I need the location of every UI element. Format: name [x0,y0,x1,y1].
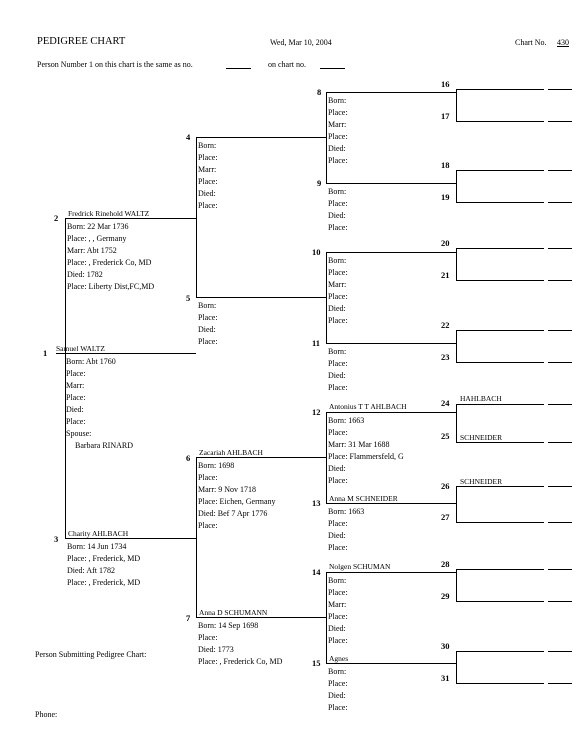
person-17-number: 17 [441,111,450,121]
person-5-number: 5 [186,293,191,303]
person-8-born: Born: [328,96,347,105]
person-7-place: Place: [198,633,218,642]
person-4-marr-place: Place: [198,177,218,186]
person-13-died: Died: [328,531,346,540]
person-5-born: Born: [198,301,217,310]
blank-17 [548,121,572,122]
person-17-line [456,121,544,122]
blank-19 [548,202,572,203]
person-6-place: Place: [198,473,218,482]
person-2-name: Fredrick Rinehold WALTZ [68,209,150,218]
bracket-3 [196,457,197,618]
person-16-line [456,89,544,90]
person-6-born: Born: 1698 [198,461,235,470]
person-19-line [456,202,544,203]
person-28-number: 28 [441,559,450,569]
person-21-number: 21 [441,270,450,280]
person-13-place: Place: [328,519,348,528]
person-8-place: Place: [328,108,348,117]
blank-29 [548,601,572,602]
person-3-line [65,538,196,539]
person-24-name: HAHLBACH [460,394,502,403]
bracket-2 [196,137,197,298]
person-13-died-place: Place: [328,543,348,552]
person-13-number: 13 [312,498,321,508]
person-7-died: Died: 1773 [198,645,234,654]
person-8-marr-place: Place: [328,132,348,141]
blank-21 [548,280,572,281]
person-14-died-place: Place: [328,636,348,645]
person-11-place: Place: [328,359,348,368]
person-2-number: 2 [54,213,59,223]
person-8-died: Died: [328,144,346,153]
person-6-marr-place: Place: Eichen, Germany [198,497,276,506]
person-2-died: Died: 1782 [67,270,103,279]
person-3-born: Born: 14 Jun 1734 [67,542,127,551]
person-30-line [456,651,544,652]
person-10-number: 10 [312,247,321,257]
person-4-died-place: Place: [198,201,218,210]
bracket-22-23 [456,330,457,362]
person-15-line [326,663,456,664]
person-27-number: 27 [441,512,450,522]
person-14-died: Died: [328,624,346,633]
person-26-name: SCHNEIDER [460,477,503,486]
person-4-born: Born: [198,141,217,150]
person-6-number: 6 [186,453,191,463]
person-26-line [456,486,544,487]
person-15-died-place: Place: [328,703,348,712]
person-1-number: 1 [43,348,48,358]
person-26-number: 26 [441,481,450,491]
bracket-20-21 [456,248,457,280]
bracket-6 [326,412,327,503]
chart-no-label: Chart No. [515,38,547,47]
blank-27 [548,522,572,523]
person-3-place: Place: , Frederick, MD [67,554,141,563]
page-title: PEDIGREE CHART [37,36,126,47]
person-28-line [456,569,544,570]
blank-16 [548,89,572,90]
blank-23 [548,362,572,363]
person-15-name: Agnes [329,654,349,663]
person-15-died: Died: [328,691,346,700]
person-13-born: Born: 1663 [328,507,365,516]
person-29-number: 29 [441,591,450,601]
person-4-place: Place: [198,153,218,162]
blank-22 [548,330,572,331]
person-5-died-place: Place: [198,337,218,346]
person-4-number: 4 [186,132,191,142]
person-22-number: 22 [441,320,450,330]
person-1-marr: Marr: [66,381,85,390]
person-4-marr: Marr: [198,165,217,174]
person-3-died-place: Place: , Frederick, MD [67,578,141,587]
person-8-line [326,92,456,93]
person-10-died-place: Place: [328,316,348,325]
person-3-died: Died: Aft 1782 [67,566,115,575]
person-25-name: SCHNEIDER [460,433,503,442]
person-11-born: Born: [328,347,347,356]
submitter-label: Person Submitting Pedigree Chart: [35,650,147,659]
person-31-line [456,683,544,684]
person-5-died: Died: [198,325,216,334]
person-8-number: 8 [317,87,322,97]
person-14-born: Born: [328,576,347,585]
blank-30 [548,651,572,652]
bracket-24-25 [456,404,457,442]
print-date: Wed, Mar 10, 2004 [270,38,332,47]
person-25-number: 25 [441,431,450,441]
person-2-place: Place: , , Germany [67,234,127,243]
person-30-number: 30 [441,641,450,651]
person-25-line [456,442,544,443]
person-2-marr: Marr: Abt 1752 [67,246,117,255]
person-11-number: 11 [312,338,321,348]
person-13-line [326,503,456,504]
bracket-4 [326,92,327,183]
person-5-line [196,297,326,298]
blank-31 [548,683,572,684]
blank-20 [548,248,572,249]
person-10-line [326,252,456,253]
same-as-label: Person Number 1 on this chart is the same as no. [37,60,193,69]
person-14-place: Place: [328,588,348,597]
person-14-marr-place: Place: [328,612,348,621]
person-8-died-place: Place: [328,156,348,165]
bracket-16-17 [456,89,457,121]
person-6-line [196,457,326,458]
person-31-number: 31 [441,673,450,683]
bracket-18-19 [456,170,457,202]
person-9-died: Died: [328,211,346,220]
person-12-marr: Marr: 31 Mar 1688 [328,440,390,449]
person-14-marr: Marr: [328,600,347,609]
person-9-place: Place: [328,199,348,208]
person-12-line [326,412,456,413]
person-10-died: Died: [328,304,346,313]
on-chart-label: on chart no. [268,60,306,69]
person-11-line [326,343,456,344]
person-20-number: 20 [441,238,450,248]
person-18-number: 18 [441,160,450,170]
person-20-line [456,248,544,249]
blank-24 [548,404,572,405]
person-1-name: Samuel WALTZ [56,344,105,353]
on-chart-blank [320,68,345,69]
person-29-line [456,601,544,602]
person-27-line [456,522,544,523]
person-14-number: 14 [312,567,321,577]
person-10-marr-place: Place: [328,292,348,301]
person-8-marr: Marr: [328,120,347,129]
person-9-died-place: Place: [328,223,348,232]
person-2-marr-place: Place: , Frederick Co, MD [67,258,152,267]
person-15-born: Born: [328,667,347,676]
blank-25 [548,442,572,443]
blank-18 [548,170,572,171]
blank-28 [548,569,572,570]
bracket-28-29 [456,569,457,601]
person-7-name: Anna D SCHUMANN [199,608,268,617]
person-6-died-place: Place: [198,521,218,530]
person-12-died: Died: [328,464,346,473]
person-9-born: Born: [328,187,347,196]
person-7-number: 7 [186,613,191,623]
bracket-1 [65,218,66,539]
person-12-place: Place: [328,428,348,437]
person-16-number: 16 [441,79,450,89]
bracket-30-31 [456,651,457,683]
person-5-place: Place: [198,313,218,322]
chart-no: 430 [557,38,569,47]
person-14-name: Nolgen SCHUMAN [329,562,391,571]
person-2-born: Born: 22 Mar 1736 [67,222,129,231]
phone-label: Phone: [35,710,58,719]
person-11-died: Died: [328,371,346,380]
person-2-died-place: Place: Liberty Dist,FC,MD [67,282,155,291]
person-12-died-place: Place: [328,476,348,485]
person-24-line [456,404,544,405]
person-7-line [196,617,326,618]
person-6-died: Died: Bef 7 Apr 1776 [198,509,268,518]
person-7-born: Born: 14 Sep 1698 [198,621,259,630]
person-15-place: Place: [328,679,348,688]
person-14-line [326,572,456,573]
person-11-died-place: Place: [328,383,348,392]
person-13-name: Anna M SCHNEIDER [329,494,398,503]
bracket-5 [326,252,327,343]
person-1-place: Place: [66,369,86,378]
person-6-marr: Marr: 9 Nov 1718 [198,485,256,494]
person-19-number: 19 [441,192,450,202]
bracket-26-27 [456,486,457,522]
person-9-number: 9 [317,178,322,188]
person-1-died-place: Place: [66,417,86,426]
person-7-died-place: Place: , Frederick Co, MD [198,657,283,666]
bracket-7 [326,572,327,663]
person-1-born: Born: Abt 1760 [66,357,116,366]
person-4-died: Died: [198,189,216,198]
person-22-line [456,330,544,331]
person-1-line [56,353,196,354]
person-12-number: 12 [312,407,321,417]
person-1-spouse-label: Spouse: [66,429,92,438]
person-10-marr: Marr: [328,280,347,289]
person-3-name: Charity AHLBACH [68,529,129,538]
person-6-name: Zacariah AHLBACH [199,448,263,457]
person-15-number: 15 [312,658,321,668]
person-10-place: Place: [328,268,348,277]
person-21-line [456,280,544,281]
person-1-marr-place: Place: [66,393,86,402]
person-3-number: 3 [54,534,59,544]
person-2-line [65,218,196,219]
person-12-marr-place: Place: Flammersfeld, G [328,452,404,461]
person-1-died: Died: [66,405,84,414]
person-1-spouse: Barbara RINARD [75,441,133,450]
person-18-line [456,170,544,171]
blank-26 [548,486,572,487]
same-as-blank [226,68,251,69]
person-10-born: Born: [328,256,347,265]
person-23-number: 23 [441,352,450,362]
person-12-name: Antonius T T AHLBACH [329,402,407,411]
person-12-born: Born: 1663 [328,416,365,425]
person-4-line [196,137,326,138]
person-24-number: 24 [441,398,450,408]
person-9-line [326,183,456,184]
person-23-line [456,362,544,363]
